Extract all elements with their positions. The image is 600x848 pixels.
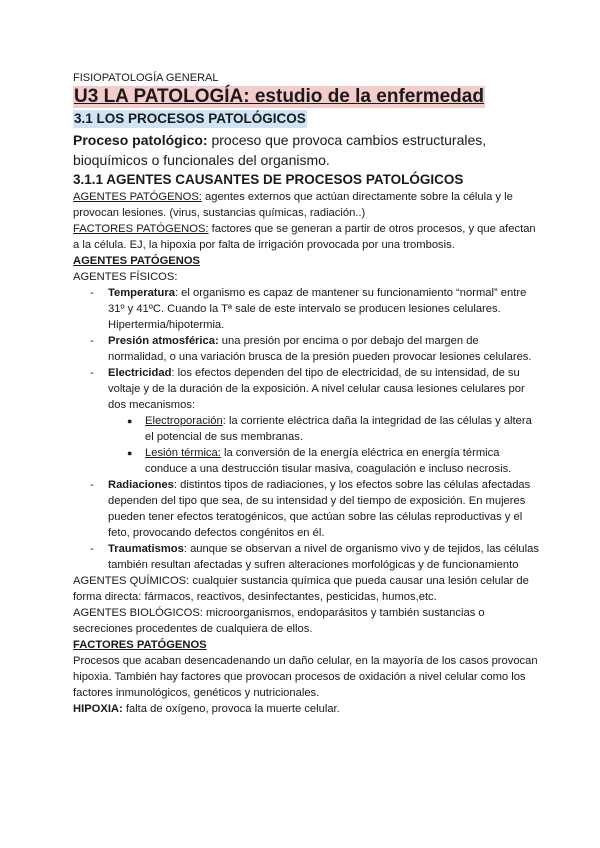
quimicos-paragraph: AGENTES QUÍMICOS: cualquier sustancia química que pueda causar una lesión celular de forma directa: fármacos, reactivos, desinfectantes, pesticidas, humos,etc.	[73, 575, 529, 603]
agentes-def: agentes externos que actúan directamente sobre la célula y le provocan lesiones. (virus, sustancias químicas, radiación..)	[73, 191, 513, 219]
title-row	[73, 86, 540, 108]
list-item: - Temperatura: el organismo es capaz de mantener su funcionamiento “normal” entre 31º y 41ºC. Cuando la Tª sale de este intervalo se producen lesiones celulares. Hipertermia/hipotermia.	[108, 285, 540, 333]
electricidad-sublist	[108, 413, 540, 477]
section-heading: 3.1 LOS PROCESOS PATOLÓGICOS	[74, 111, 306, 126]
factores-intro	[73, 221, 540, 253]
agentes-term: AGENTES PATÓGENOS:	[73, 191, 202, 203]
list-item: - Radiaciones: distintos tipos de radiaciones, y los efectos sobre las células afectadas dependen del tipo que sea, de su intensidad y del tiempo de exposición. En mujeres pueden tener efectos teratogénicos, que actúan sobre las células reproductivas y el feto, provocando defectos congénitos en él.	[108, 477, 540, 541]
biologicos-paragraph: AGENTES BIOLÓGICOS: microorganismos, endoparásitos y también sustancias o secreciones procedentes de cualquiera de ellos.	[73, 607, 485, 635]
agentes-intro	[73, 189, 540, 221]
unit-title: U3 LA PATOLOGÍA: estudio de la enfermedad	[74, 86, 484, 107]
fisicos-label: AGENTES FÍSICOS:	[73, 271, 178, 283]
list-item: ● Electroporación: la corriente eléctrica daña la integridad de las células y altera el potencial de sus membranas.	[145, 413, 540, 445]
subject-header: FISIOPATOLOGÍA GENERAL	[73, 72, 219, 84]
section-row	[73, 108, 540, 128]
proceso-def: proceso que provoca cambios estructurales, bioquímicos o funcionales del organismo.	[73, 132, 487, 168]
factores-def: factores que se generan a partir de otros procesos, y que afectan a la célula. EJ, la hipoxia por falta de irrigación provocada por una trombosis.	[73, 223, 536, 251]
list-item: - Electricidad: los efectos dependen del tipo de electricidad, de su intensidad, de su voltaje y de la duración de la exposición. A nivel celular causa lesiones celulares por dos mecanismos: ● Electroporación: la corriente eléctrica daña la integridad de las células y altera el potencial de sus membranas. ● Lesión térmica: la conversión de la energía eléctrica en energía térmica conduce a una destrucción tisular masiva, coagulación e incluso necrosis.	[108, 365, 540, 477]
factores-heading: FACTORES PATÓGENOS	[73, 639, 207, 651]
agentes-heading: AGENTES PATÓGENOS	[73, 255, 201, 267]
subsection-heading: 3.1.1 AGENTES CAUSANTES DE PROCESOS PATOLÓGICOS	[73, 172, 464, 187]
proceso-term: Proceso patológico:	[73, 132, 208, 148]
list-item: - Traumatismos: aunque se observan a nivel de organismo vivo y de tejidos, las células también resultan afectadas y sufren alteraciones morfológicas y de funcionamiento	[108, 541, 540, 573]
list-item: - Presión atmosférica: una presión por encima o por debajo del margen de normalidad, o una variación brusca de la presión pueden provocar lesiones celulares.	[108, 333, 540, 365]
list-item: ● Lesión térmica: la conversión de la energía eléctrica en energía térmica conduce a una destrucción tisular masiva, coagulación e incluso necrosis.	[145, 445, 540, 477]
fisicos-list	[73, 285, 540, 573]
factores-paragraph: Procesos que acaban desencadenando un daño celular, en la mayoría de los casos provocan hipoxia. También hay factores que provocan procesos de oxidación a nivel celular como los factores inmunológicos, genéticos y nutricionales.	[73, 655, 538, 699]
hipoxia-paragraph: HIPOXIA: falta de oxígeno, provoca la muerte celular.	[73, 703, 340, 715]
factores-term: FACTORES PATÓGENOS:	[73, 223, 209, 235]
proceso-definition	[73, 130, 540, 170]
